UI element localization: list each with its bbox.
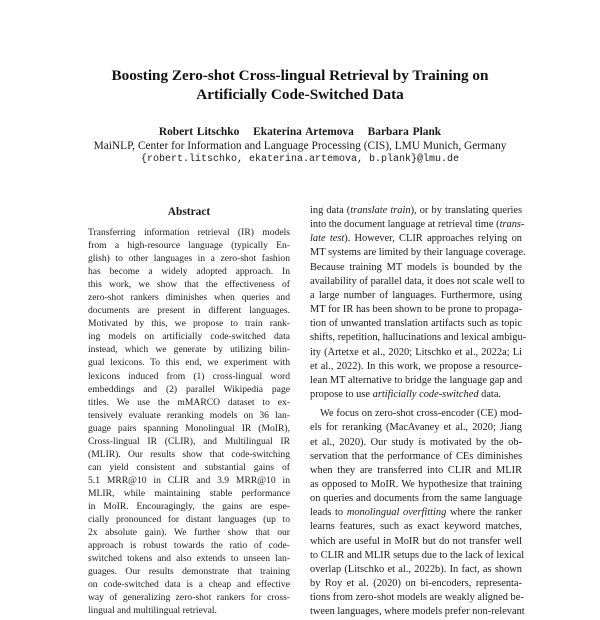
affiliation: MaiNLP, Center for Information and Language Processing (CIS), LMU Munich, Germany [93,140,507,152]
body-text-line: et al., 2022). In this work, we propose a resource- [310,360,522,372]
body-text-line: propose to use artificially code-switched data. [310,389,502,401]
author-name: Ekaterina Artemova [253,126,354,138]
abstract-line: 2x absolute gain). We further show that our [88,527,290,539]
abstract-line: Transferring information retrieval (IR) models [88,227,290,238]
emphasized-term: artificially code-switched [372,389,479,401]
body-text-line: by Roy et al. (2020) on bi-encoders, representa- [310,578,522,590]
title-line-2: Artificially Code-Switched Data [196,86,404,103]
body-text-line: tions from zero-shot models are weakly aligned be- [310,592,524,604]
body-text-line: a large number of languages. Furthermore, using [310,289,522,301]
body-text-line: lean MT alternative to bridge the language gap and [310,374,523,386]
introduction-column [310,204,527,620]
abstract-line: from a high-resource language (typically En- [88,240,290,252]
abstract-line: guages. Our results demonstrate that training [88,566,290,578]
body-text-line: learns features, such as exact keyword matches, [310,521,522,533]
abstract-line: lingual and multilingual retrieval. [88,605,217,617]
body-text-line: late test). However, CLIR approaches relying on [310,233,522,245]
body-text-line: servation that the performance of CEs diminishes [310,450,522,462]
abstract-line: approach is robust towards the ratio of code- [88,540,290,552]
abstract-line: glish) to other languages in a zero-shot fashion [88,253,290,265]
abstract-line: tensively evaluate reranking models on 36 lan- [88,409,290,421]
emphasized-term: late test [310,233,345,245]
abstract-line: in MoIR. Encouragingly, the gains are espe- [88,500,290,512]
author-name: Barbara Plank [367,126,442,138]
abstract-line: 5.1 MRR@10 in CLIR and 3.9 MRR@10 in [88,474,290,486]
body-text-line: MT systems are limited by their language coverage. [310,247,526,259]
abstract-line: lexicons induced from (1) cross-lingual word [88,370,290,382]
abstract-line: has become a widely adopted approach. In [88,266,290,278]
body-text-line: shifts, repetition, hallucinations and lexical ambigu- [310,332,527,344]
body-text-line: on queries and documents from the same language [310,493,522,505]
abstract-body [88,226,290,617]
abstract-line: guage pairs spanning Monolingual IR (MoIR), [88,422,290,434]
abstract-line: way of generalizing zero-shot rankers for cross- [88,592,290,604]
body-text-line: tween languages, where models prefer non-relevant [310,606,525,618]
body-text-line: We focus on zero-shot cross-encoder (CE) mod- [320,408,522,420]
author-emails: {robert.litschko, ekaterina.artemova, b.plank}@lmu.de [140,154,460,165]
body-text-line: tion of unwanted translation artifacts such as topic [310,318,522,330]
abstract-line: can yield consistent and substantial gains of [88,461,290,473]
body-text-line: as opposed to MoIR. We hypothesize that training [310,478,522,490]
abstract-line: on code-switched data is a cheap and effective [88,579,290,591]
body-text-line: overlap (Litschko et al., 2022b). In fact, as shown [310,563,522,575]
abstract-line: (MLIR). Our results show that code-switching [88,448,290,460]
body-text-line: Because training MT models is bounded by the [310,261,522,273]
emphasized-term: translate train [350,205,411,216]
body-text-line: ing data (translate train), or by translating queries [310,205,522,216]
body-text-line: to CLIR and MLIR setups due to the lack of lexical [310,549,525,561]
body-text-line: availability of parallel data, it does not scale well to [310,275,525,287]
body-text-line: els for reranking (MacAvaney et al., 2020; Jiang [310,422,522,434]
paper-title [0,66,600,104]
abstract-line: switched tokens and also extends to unseen lan- [88,553,290,565]
body-text-line: et al., 2020). Our study is motivated by the ob- [310,436,522,448]
author-name: Robert Litschko [158,126,240,138]
body-text-line: MT for IR has been shown to be prone to propaga- [310,304,522,316]
body-text-line: ity (Artetxe et al., 2020; Litschko et al., 2022a; Li [310,346,522,358]
body-text-line: which are useful in MoIR but do not transfer well [310,535,522,547]
abstract-line: embeddings and (2) parallel Wikipedia page [88,383,290,395]
body-text-line: when they are transferred into CLIR and MLIR [310,464,522,476]
title-line-1: Boosting Zero-shot Cross-lingual Retrieval by Training on [111,67,489,84]
abstract-line: titles. We use the mMARCO dataset to ex- [88,396,290,408]
abstract-line: this work, we show that the effectiveness of [88,279,290,291]
abstract-heading: Abstract [167,206,211,218]
abstract-line: Motivated by this, we propose to train rank- [88,318,290,330]
abstract-line: gual lexicons. To this end, we experiment with [88,357,290,369]
abstract-line: ing models on artificially code-switched data [88,331,290,343]
abstract-line: cially pronounced for distant languages (up to [88,514,290,526]
emphasized-term: trans- [499,219,525,231]
emphasized-term: monolingual overfitting [346,507,447,519]
abstract-line: Cross-lingual IR (CLIR), and Multilingual IR [88,435,290,447]
abstract-line: zero-shot rankers diminishes when queries and [88,292,290,304]
abstract-line: documents are present in different languages. [88,305,290,317]
abstract-line: instead, which we generate by utilizing bilin- [88,344,290,356]
abstract-line: MLIR, while maintaining stable performance [88,487,290,499]
body-text-line: leads to monolingual overfitting where the ranker [310,507,522,519]
body-text-line: into the document language at retrieval time (trans- [310,219,525,231]
author-list [0,125,600,139]
